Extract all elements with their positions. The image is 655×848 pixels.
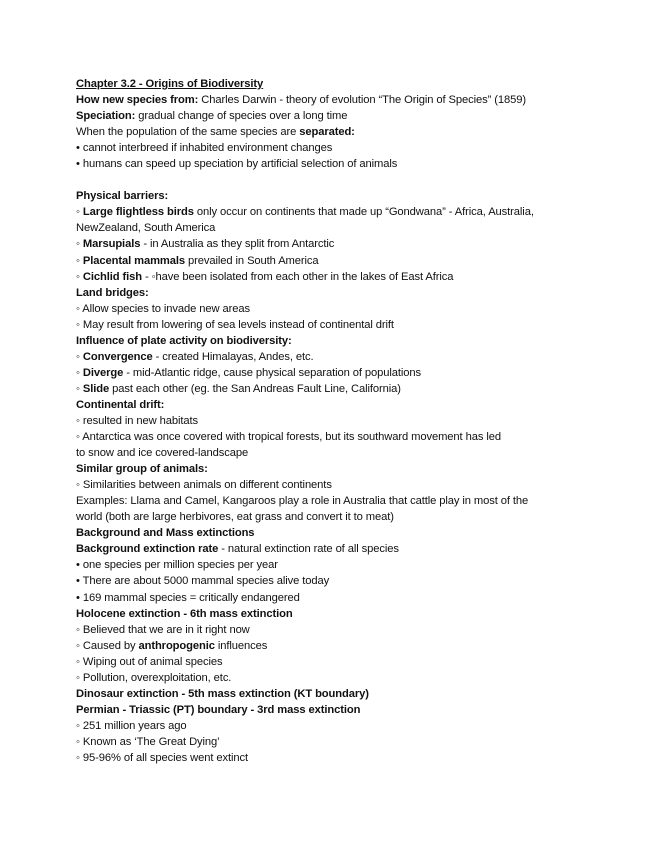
background-rate-bold: Background extinction rate <box>76 543 219 556</box>
slide-bold: Slide <box>82 382 110 395</box>
speciation-line <box>76 108 636 124</box>
diverge-line <box>76 365 636 381</box>
holocene-heading: Holocene extinction - 6th mass extinction <box>76 607 293 620</box>
physical-barriers-heading: Physical barriers: <box>76 190 169 203</box>
bullet-marker: ◦ <box>76 206 83 219</box>
marsupials-text: - in Australia as they split from Antarctic <box>140 238 335 251</box>
anthropogenic-line <box>76 638 636 654</box>
cichlid-line <box>76 269 636 285</box>
list-item: • 169 mammal species = critically endangered <box>76 591 300 604</box>
separated-prefix: When the population of the same species are <box>76 126 300 139</box>
speciation-text: gradual change of species over a long time <box>135 110 348 123</box>
list-item: ◦ Antarctica was once covered with tropical forests, but its southward movement has led <box>76 431 501 444</box>
page-title: Chapter 3.2 - Origins of Biodiversity <box>76 78 264 90</box>
list-item: ◦ 251 million years ago <box>76 719 187 732</box>
flightless-birds-bold: Large flightless birds <box>82 206 194 219</box>
bullet-marker: ◦ <box>76 382 83 395</box>
bullet-marker: ◦ <box>76 270 83 283</box>
intro-bullet: • humans can speed up speciation by artificial selection of animals <box>76 158 398 171</box>
convergence-text: - created Himalayas, Andes, etc. <box>152 350 314 363</box>
cichlid-bold: Cichlid fish <box>82 270 142 283</box>
cichlid-text: - ◦have been isolated from each other in the lakes of East Africa <box>141 270 454 283</box>
list-item: ◦ Wiping out of animal species <box>76 655 223 668</box>
list-item: • There are about 5000 mammal species alive today <box>76 575 330 588</box>
background-rate-text: - natural extinction rate of all species <box>218 543 399 556</box>
list-item: ◦ 95-96% of all species went extinct <box>76 751 248 764</box>
anthropogenic-prefix: ◦ Caused by <box>76 639 139 652</box>
diverge-text: - mid-Atlantic ridge, cause physical separation of populations <box>123 366 422 379</box>
separated-line <box>76 124 636 140</box>
extinctions-heading: Background and Mass extinctions <box>76 527 255 540</box>
marsupials-line <box>76 236 636 252</box>
anthropogenic-text: influences <box>214 639 268 652</box>
separated-bold: separated: <box>299 126 355 139</box>
blank-line <box>76 172 636 188</box>
list-item: ◦ Pollution, overexploitation, etc. <box>76 671 232 684</box>
continental-drift-heading: Continental drift: <box>76 398 165 411</box>
list-item: • one species per million species per year <box>76 559 278 572</box>
background-rate-line <box>76 541 636 557</box>
intro-bullet: • cannot interbreed if inhabited environment changes <box>76 142 333 155</box>
bullet-marker: ◦ <box>76 350 83 363</box>
convergence-line <box>76 349 636 365</box>
list-item: ◦ Believed that we are in it right now <box>76 623 250 636</box>
flightless-birds-continuation: NewZealand, South America <box>76 222 216 235</box>
placental-line <box>76 253 636 269</box>
new-species-line <box>76 92 636 108</box>
flightless-birds-text: only occur on continents that made up “Gondwana” - Africa, Australia, <box>193 206 534 219</box>
list-item-continuation: to snow and ice covered-landscape <box>76 447 249 460</box>
new-species-label: How new species from: <box>76 94 199 107</box>
document-body <box>76 76 636 766</box>
bullet-marker: ◦ <box>76 366 83 379</box>
list-item: ◦ Similarities between animals on different continents <box>76 479 332 492</box>
plate-activity-heading: Influence of plate activity on biodiversity: <box>76 334 292 347</box>
list-item: ◦ Known as ‘The Great Dying’ <box>76 735 220 748</box>
bullet-marker: ◦ <box>76 238 83 251</box>
list-item: ◦ May result from lowering of sea levels instead of continental drift <box>76 318 394 331</box>
dinosaur-heading: Dinosaur extinction - 5th mass extinction (KT boundary) <box>76 687 369 700</box>
flightless-birds-line <box>76 204 636 220</box>
permian-heading: Permian - Triassic (PT) boundary - 3rd mass extinction <box>76 703 361 716</box>
diverge-bold: Diverge <box>82 366 124 379</box>
marsupials-bold: Marsupials <box>82 238 141 251</box>
slide-text: past each other (eg. the San Andreas Fault Line, California) <box>109 382 401 395</box>
speciation-label: Speciation: <box>76 110 136 123</box>
placental-text: prevailed in South America <box>185 254 319 267</box>
similar-group-heading: Similar group of animals: <box>76 463 208 476</box>
examples-continuation: world (both are large herbivores, eat grass and convert it to meat) <box>76 511 394 524</box>
anthropogenic-bold: anthropogenic <box>138 639 215 652</box>
placental-bold: Placental mammals <box>82 254 186 267</box>
new-species-text: Charles Darwin - theory of evolution “The Origin of Species” (1859) <box>198 94 526 107</box>
land-bridges-heading: Land bridges: <box>76 286 149 299</box>
convergence-bold: Convergence <box>82 350 153 363</box>
list-item: ◦ resulted in new habitats <box>76 414 199 427</box>
bullet-marker: ◦ <box>76 254 83 267</box>
list-item: ◦ Allow species to invade new areas <box>76 302 250 315</box>
slide-line <box>76 381 636 397</box>
examples-line: Examples: Llama and Camel, Kangaroos play a role in Australia that cattle play in most of the <box>76 495 529 508</box>
